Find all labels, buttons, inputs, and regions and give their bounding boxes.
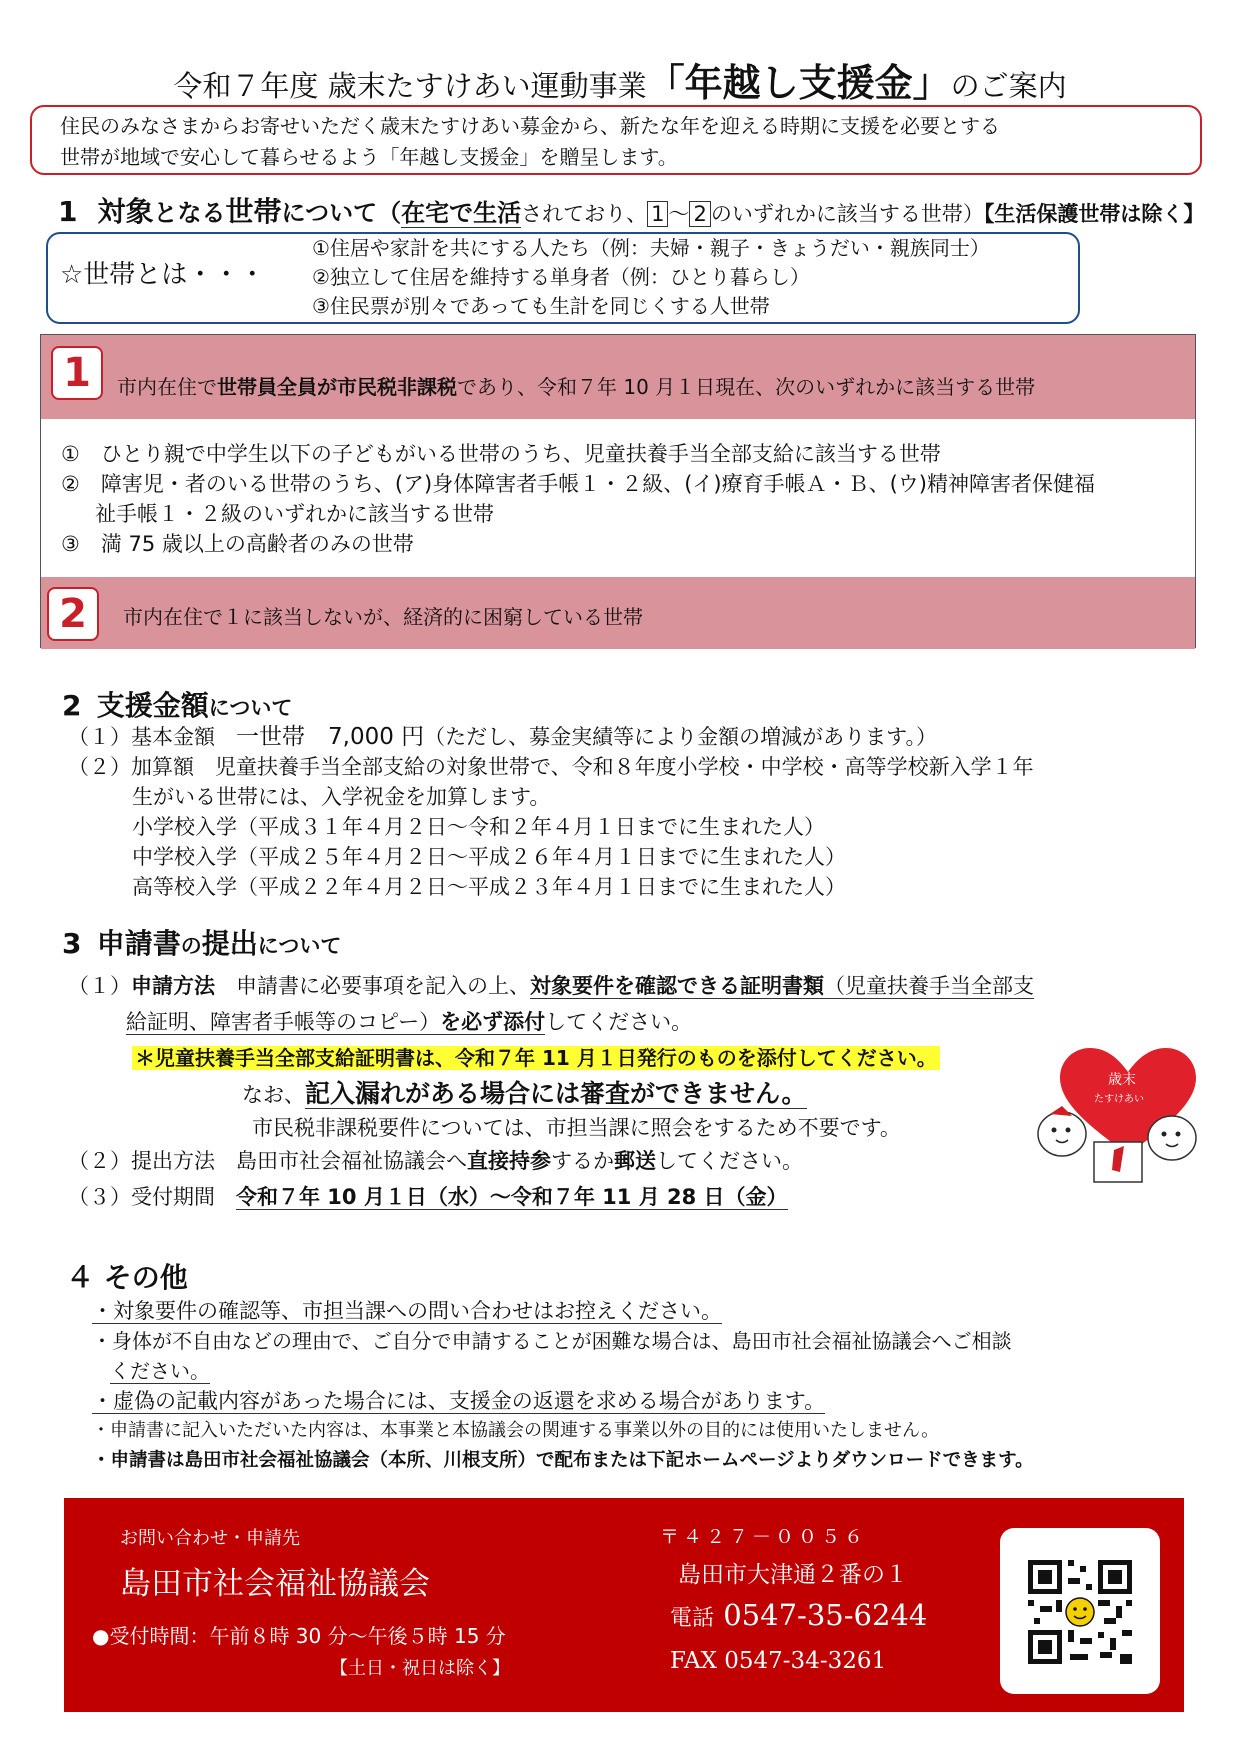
fax-number: FAX 0547-34-3261: [670, 1648, 887, 1674]
section-3-body: [68, 968, 1034, 1215]
other-item: [92, 1386, 1034, 1416]
text-fragment: （児童扶養手当全部支: [824, 974, 1034, 998]
other-item: ・申請書は島田市社会福祉協議会（本所、川根支所）で配布または下記ホームページよりダウンロードできます。: [92, 1450, 1034, 1471]
heading-fragment: について: [208, 696, 293, 720]
heading-fragment: 対象: [97, 195, 154, 228]
criteria-1-list: [61, 439, 1095, 559]
text-fragment: なお、: [242, 1083, 305, 1107]
qr-code-icon: [1000, 1528, 1160, 1694]
intro-line-1: 住民のみなさまからお寄せいただく歳末たすけあい募金から、新たな年を迎える時期に支援を必要とする: [60, 114, 1000, 138]
school-entry-line: 中学校入学（平成２５年４月２日～平成２６年４月１日までに生まれた人）: [132, 845, 846, 869]
contact-footer: [64, 1498, 1184, 1712]
intro-box: [30, 105, 1202, 175]
text-fragment: 郵送: [614, 1149, 656, 1173]
phone-number: [670, 1598, 927, 1632]
submission-method-line: [68, 1143, 1034, 1179]
additional-amount-line: 生がいる世帯には、入学祝金を加算します。: [132, 785, 551, 809]
title-suffix: のご案内: [950, 69, 1067, 103]
text-fragment: 対象要件を確認できる証明書類: [530, 974, 824, 998]
application-method-line: [68, 1004, 1034, 1040]
section-2-number: 2: [62, 689, 82, 722]
text-fragment: を必ず添付: [440, 1010, 546, 1034]
text-fragment: 申請方法: [131, 974, 215, 998]
criteria-2-text: 市内在住で１に該当しないが、経済的に困窮している世帯: [123, 605, 643, 629]
school-entry-line: 小学校入学（平成３１年４月２日～令和２年４月１日までに生まれた人）: [132, 815, 825, 839]
text-fragment: ください。: [110, 1359, 210, 1383]
certificate-note: ＊児童扶養手当全部支給証明書は、令和７年 11 月１日発行のものを添付してください。: [132, 1046, 940, 1070]
text-fragment: であり、令和７年 10 月１日現在、次のいずれかに該当する世帯: [457, 375, 1036, 399]
business-hours: ●受付時間：午前８時 30 分～午後５時 15 分: [92, 1624, 506, 1648]
omission-warning: 記入漏れがある場合には審査ができません。: [305, 1079, 807, 1108]
criteria-1-badge: 1: [51, 346, 103, 400]
section-3-number: 3: [62, 927, 82, 960]
text-fragment: 世帯員全員が市民税非課税: [217, 375, 457, 399]
title-prefix: 令和７年度 歳末たすけあい運動事業: [173, 69, 647, 103]
other-item: ・申請書に記入いただいた内容は、本事業と本協議会の関連する事業以外の目的には使用いたしません。: [92, 1420, 940, 1441]
text-fragment: （１）: [68, 974, 131, 998]
text-fragment: してください。: [656, 1149, 803, 1173]
intro-line-2: 世帯が地域で安心して暮らせるよう「年越し支援金」を贈呈します。: [60, 145, 678, 169]
qr-code[interactable]: [1000, 1528, 1160, 1694]
certificate-note-line: [68, 1040, 1034, 1076]
section-2-heading: [62, 684, 292, 724]
section-4-heading: ４ その他: [66, 1261, 188, 1294]
heading-fragment: について: [257, 934, 342, 958]
heading-fragment: 世帯: [225, 195, 282, 228]
criteria-item: ② 障害児・者のいる世帯のうち、(ア)身体障害者手帳１・２級、(イ)療育手帳Ａ・Ｂ、(ウ)精神障害者保健福: [61, 472, 1095, 496]
application-method-line: [68, 968, 1034, 1004]
definition-heading: ☆世帯とは・・・: [60, 260, 266, 290]
definition-item: ①住居や家計を共にする人たち（例：夫婦・親子・きょうだい・親族同士）: [312, 236, 990, 260]
text-fragment: ・対象要件の確認等、市担当課への問い合わせはお控えください。: [92, 1299, 722, 1323]
heading-fragment: となる: [153, 199, 226, 227]
phone-label: 電話: [670, 1606, 715, 1631]
section-4-list: [92, 1296, 1034, 1476]
text-fragment: してください。: [545, 1010, 693, 1034]
criteria-1-band: [41, 335, 1195, 419]
heading-fragment: について（: [281, 199, 402, 227]
section-2-body: [68, 722, 1034, 902]
heading-fragment: 在宅で生活: [401, 199, 522, 227]
heading-fragment: のいずれかに該当する世帯）: [710, 202, 984, 226]
box-ref-1: 1: [647, 201, 668, 227]
text-fragment: ・虚偽の記載内容があった場合には、支援金の返還を求める場合があります。: [92, 1389, 826, 1413]
text-fragment: するか: [551, 1149, 614, 1173]
text-fragment: 給証明、障害者手帳等のコピー）: [126, 1010, 441, 1034]
heading-fragment: されており、: [521, 202, 648, 226]
additional-amount-line: （２）加算額 児童扶養手当全部支給の対象世帯で、令和８年度小学校・中学校・高等学校新入学１年: [68, 755, 1034, 779]
postal-code: 〒４２７－００５６: [660, 1526, 868, 1548]
heading-fragment: 申請書: [96, 927, 181, 960]
organization-name: 島田市社会福祉協議会: [120, 1566, 430, 1602]
criteria-2-band: [41, 577, 1195, 649]
address: 島田市大津通２番の１: [678, 1562, 908, 1588]
text-fragment: 申請書に必要事項を記入の上、: [215, 974, 530, 998]
phone-value: 0547-35-6244: [723, 1598, 928, 1632]
heading-fragment: 支援金額: [96, 689, 209, 722]
text-fragment: 直接持参: [467, 1149, 551, 1173]
definition-item: ②独立して住居を維持する単身者（例：ひとり暮らし）: [312, 265, 810, 289]
criteria-item: ③ 満 75 歳以上の高齢者のみの世帯: [61, 532, 414, 556]
basic-amount-line: [68, 722, 1034, 752]
criteria-1-text: [117, 371, 1035, 400]
box-ref-2: 2: [689, 201, 710, 227]
criteria-table: [40, 334, 1196, 648]
text-fragment: （ただし、募金実績等により金額の増減があります。）: [424, 725, 937, 749]
title-main: 「年越し支援金」: [646, 61, 951, 105]
basic-amount: 一世帯 7,000 円: [236, 724, 425, 750]
heading-fragment: 提出: [201, 927, 258, 960]
text-fragment: （１）基本金額: [68, 725, 236, 749]
tax-check-note: 市民税非課税要件については、市担当課に照会をするため不要です。: [252, 1116, 901, 1140]
heart-mascot-icon: [1028, 1042, 1208, 1188]
text-fragment: （３）受付期間: [68, 1185, 236, 1209]
other-item: [92, 1356, 1034, 1386]
section-1-number: 1: [58, 195, 78, 228]
definition-list: [312, 234, 990, 321]
reception-period: 令和７年 10 月１日（水）～令和７年 11 月 28 日（金）: [236, 1185, 788, 1209]
criteria-item: ① ひとり親で中学生以下の子どもがいる世帯のうち、児童扶養手当全部支給に該当する世帯: [61, 442, 941, 466]
school-entry-line: 高等校入学（平成２２年４月２日～平成２３年４月１日までに生まれた人）: [132, 875, 846, 899]
reception-period-line: [68, 1179, 1034, 1215]
criteria-item: 祉手帳１・２級のいずれかに該当する世帯: [95, 502, 494, 526]
page-title: [0, 52, 1240, 107]
contact-label: お問い合わせ・申請先: [120, 1528, 300, 1549]
text-fragment: （２）提出方法 島田市社会福祉協議会へ: [68, 1149, 467, 1173]
mascot-text-1: 歳末: [1108, 1072, 1136, 1088]
omission-warning-line: [68, 1076, 1034, 1113]
section-3-heading: [62, 922, 341, 962]
mascot-illustration: [1028, 1042, 1208, 1188]
other-item: [92, 1296, 1034, 1326]
other-item: ・身体が不自由などの理由で、ご自分で申請することが困難な場合は、島田市社会福祉協議会へご相談: [92, 1329, 1012, 1353]
mascot-text-2: たすけあい: [1094, 1094, 1144, 1105]
exclusion-note: 【生活保護世帯は除く】: [983, 202, 1205, 226]
section-1-heading: [58, 190, 1204, 230]
heading-fragment: ～: [668, 202, 690, 226]
criteria-2-badge: 2: [47, 587, 99, 641]
text-fragment: 市内在住で: [117, 375, 217, 399]
heading-fragment: の: [180, 934, 202, 958]
definition-item: ③住民票が別々であっても生計を同じくする人世帯: [312, 294, 770, 318]
closed-days: 【土日・祝日は除く】: [330, 1658, 510, 1679]
